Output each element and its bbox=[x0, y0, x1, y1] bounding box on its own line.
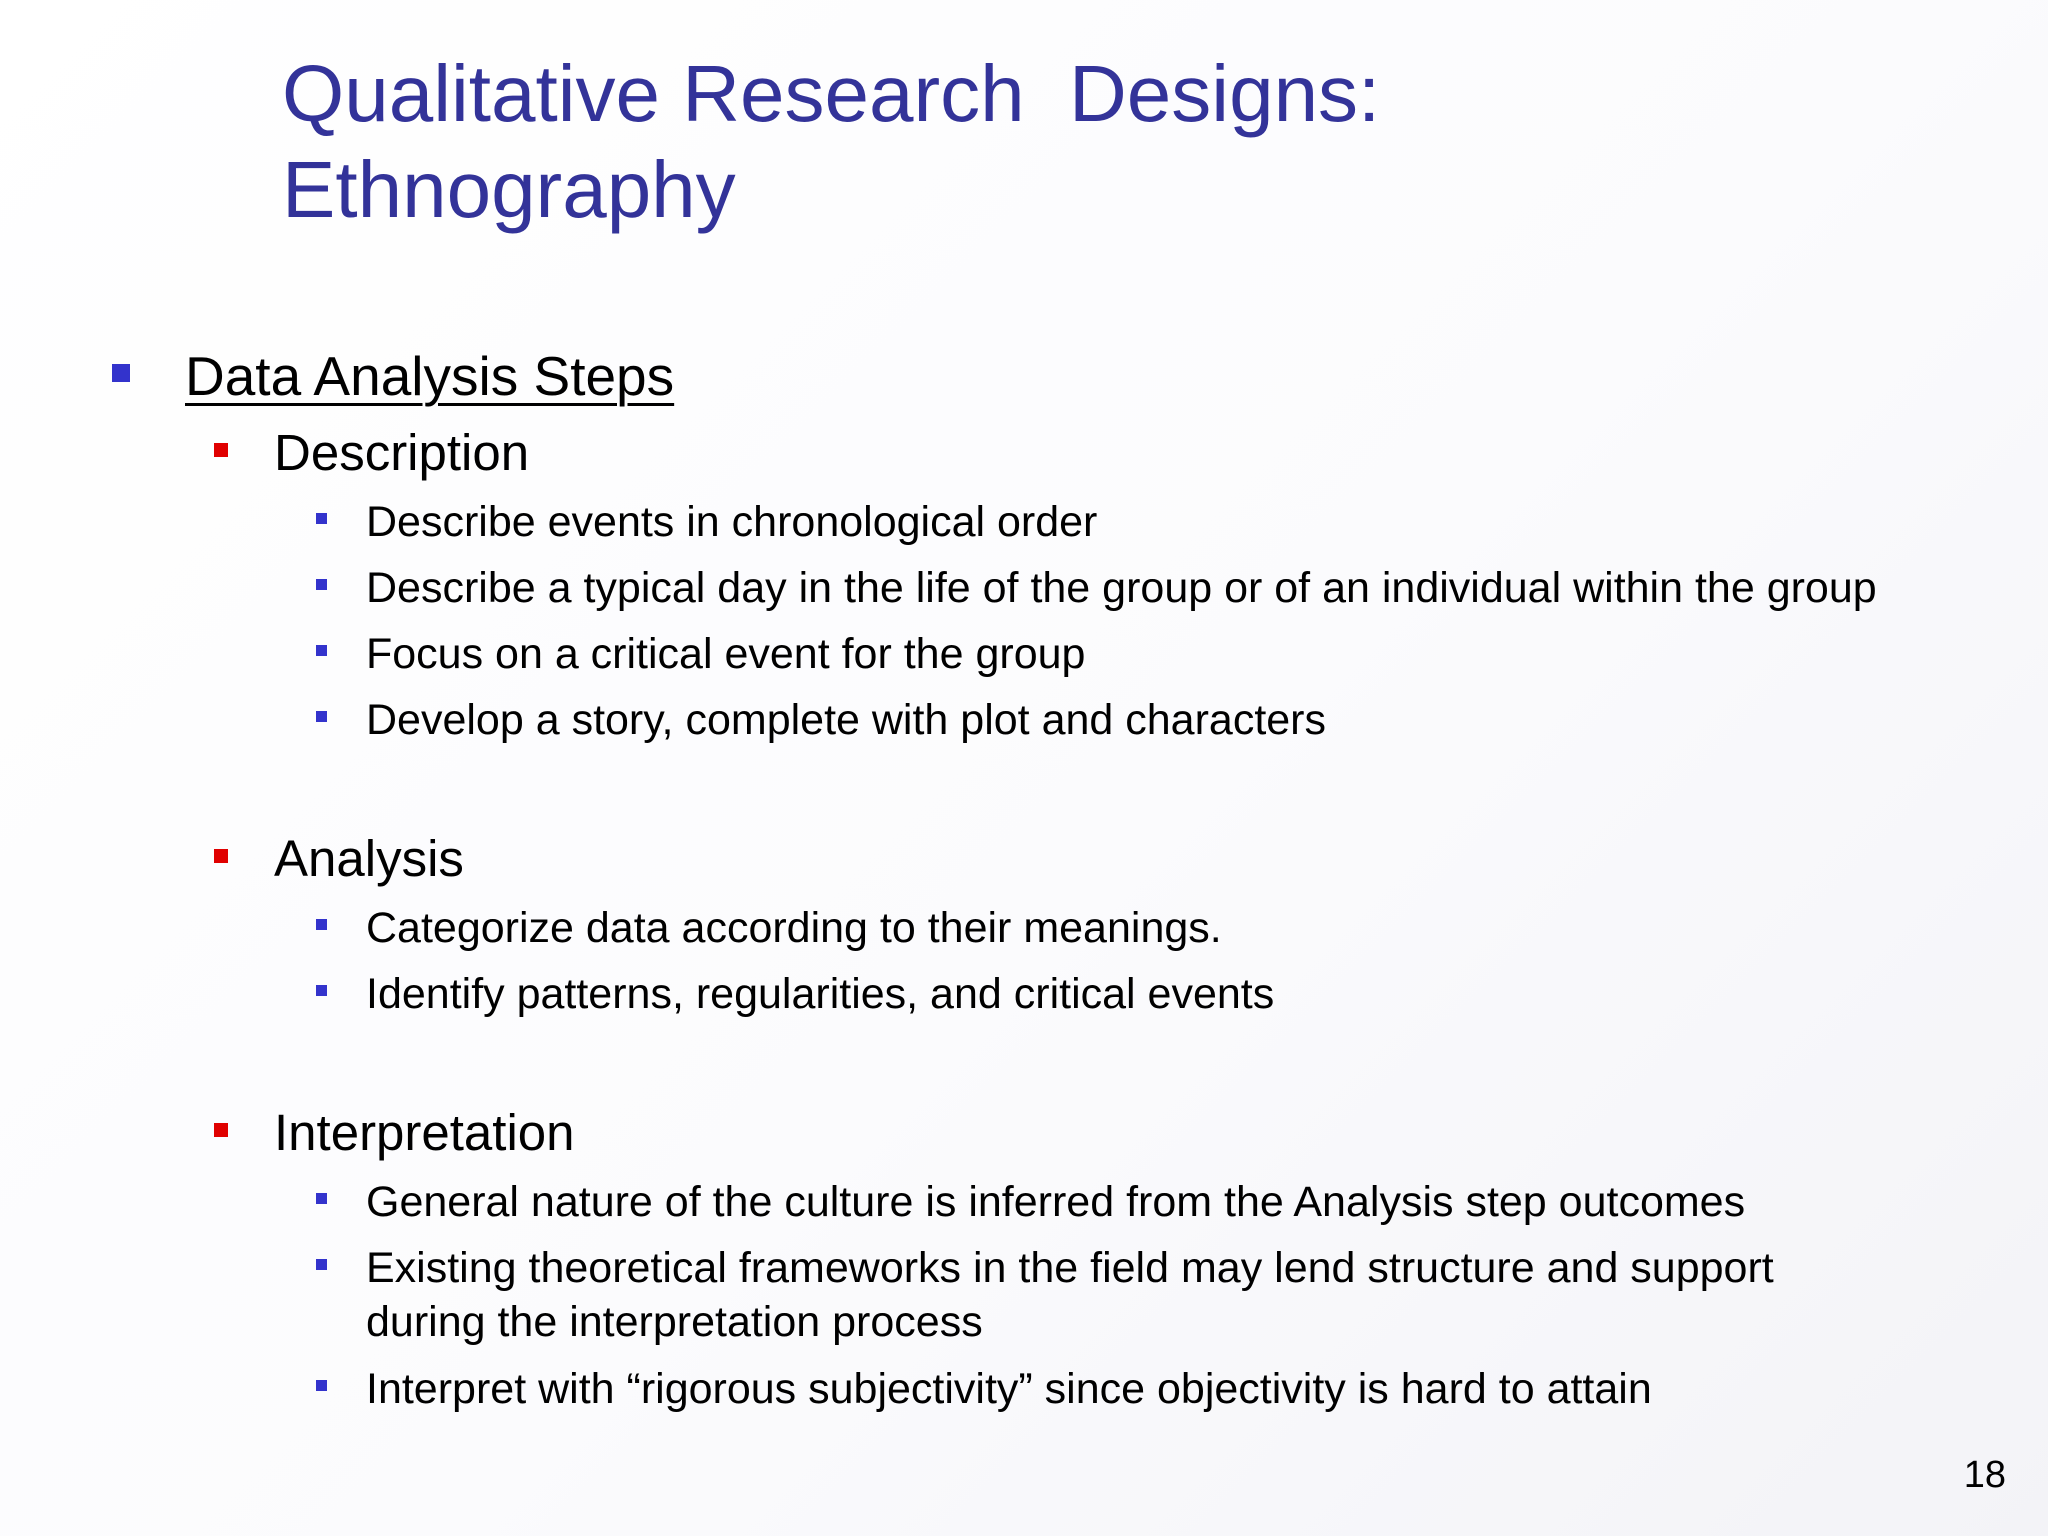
square-bullet-icon bbox=[214, 1123, 228, 1137]
slide-title bbox=[282, 46, 1882, 238]
square-bullet-icon bbox=[316, 985, 327, 996]
square-bullet-icon bbox=[316, 513, 327, 524]
square-bullet-icon bbox=[214, 849, 228, 863]
slide-title-line-2: Ethnography bbox=[282, 145, 736, 234]
square-bullet-icon bbox=[316, 645, 327, 656]
section-description-label: Description bbox=[274, 424, 530, 481]
page-number: 18 bbox=[1963, 1454, 2006, 1496]
list-item: Describe events in chronological order bbox=[366, 498, 1098, 546]
slide-title-line-1: Qualitative Research Designs: bbox=[282, 49, 1381, 138]
square-bullet-icon bbox=[316, 919, 327, 930]
square-bullet-icon bbox=[316, 1380, 327, 1391]
list-item: Interpret with “rigorous subjectivity” since objectivity is hard to attain bbox=[366, 1365, 1652, 1413]
list-item-continuation: during the interpretation process bbox=[366, 1298, 983, 1346]
square-bullet-icon bbox=[316, 579, 327, 590]
list-item: General nature of the culture is inferred from the Analysis step outcomes bbox=[366, 1178, 1746, 1226]
list-item: Categorize data according to their meanings. bbox=[366, 904, 1222, 952]
list-item: Describe a typical day in the life of the group or of an individual within the group bbox=[366, 564, 1877, 612]
square-bullet-icon bbox=[214, 443, 228, 457]
list-item: Focus on a critical event for the group bbox=[366, 630, 1086, 678]
square-bullet-icon bbox=[316, 711, 327, 722]
list-item: Develop a story, complete with plot and characters bbox=[366, 696, 1327, 744]
list-item: Identify patterns, regularities, and critical events bbox=[366, 970, 1275, 1018]
list-item: Existing theoretical frameworks in the field may lend structure and support bbox=[366, 1244, 1774, 1292]
section-analysis-label: Analysis bbox=[274, 830, 464, 887]
square-bullet-icon bbox=[316, 1193, 327, 1204]
section-interpretation-label: Interpretation bbox=[274, 1104, 575, 1161]
square-bullet-icon bbox=[316, 1259, 327, 1270]
heading-data-analysis-steps: Data Analysis Steps bbox=[185, 345, 675, 407]
square-bullet-icon bbox=[112, 364, 130, 382]
